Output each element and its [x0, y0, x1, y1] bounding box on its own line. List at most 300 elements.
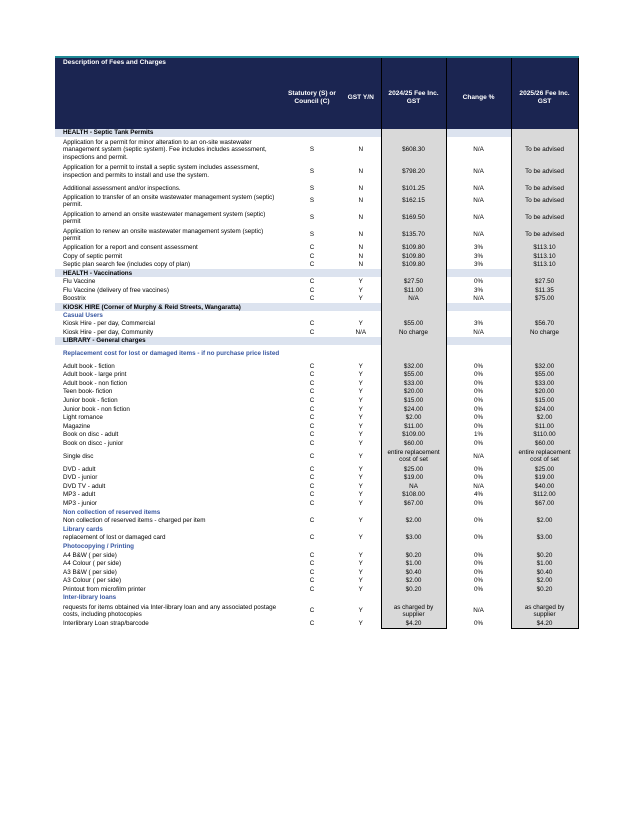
fee-2025-26-value: $75.00 — [511, 295, 578, 304]
table-row — [55, 362, 578, 371]
gst-value: Y — [358, 551, 363, 559]
gst-value: Y — [358, 371, 363, 379]
statutory-value: C — [309, 414, 315, 422]
header-change: Change % — [446, 67, 511, 129]
statutory-value: C — [309, 431, 315, 439]
gst-value: Y — [358, 320, 363, 328]
fee-2024-25-value: $109.80 — [381, 261, 446, 270]
fee-2025-26-value: entire replacement cost of set — [511, 448, 578, 465]
statutory-value: C — [309, 482, 315, 490]
fee-2025-26-value: $55.00 — [511, 371, 578, 380]
change-cell — [446, 269, 511, 277]
table-row — [55, 137, 578, 163]
fee-description: DVD - adult — [63, 465, 96, 473]
fee-2024-25-value: $4.20 — [381, 619, 446, 628]
statutory-value: C — [309, 465, 315, 473]
fee-2025-26-value: $40.00 — [511, 482, 578, 491]
fee-2024-25-value: $169.50 — [381, 210, 446, 227]
fee-description: Kiosk Hire - per day, Commercial — [63, 320, 155, 328]
change-cell — [446, 542, 511, 551]
section-heading-row — [55, 269, 578, 277]
table-row — [55, 577, 578, 586]
subsection-heading: Casual Users — [63, 311, 103, 319]
change-value: N/A — [473, 295, 484, 303]
change-value: 0% — [473, 439, 484, 447]
fee-description: DVD - junior — [63, 474, 98, 482]
subsection-heading-row — [55, 542, 578, 551]
statutory-value: C — [309, 620, 315, 628]
statutory-value: S — [309, 231, 315, 239]
fee-2024-25-value: $32.00 — [381, 362, 446, 371]
change-value: 0% — [473, 585, 484, 593]
statutory-value: C — [309, 551, 315, 559]
table-row — [55, 405, 578, 414]
fee-description: Book on discc - junior — [63, 439, 124, 447]
table-row — [55, 184, 578, 193]
fee-2024-25-value: $109.80 — [381, 244, 446, 253]
statutory-value: C — [309, 320, 315, 328]
section-heading: HEALTH - Septic Tank Permits — [55, 129, 381, 137]
statutory-value: C — [309, 474, 315, 482]
section-heading-row — [55, 129, 578, 137]
header-gst: GST Y/N — [341, 67, 381, 129]
fee-2025-26-value: $27.50 — [511, 277, 578, 286]
fee-2024-25-value: N/A — [381, 295, 446, 304]
change-cell — [446, 129, 511, 137]
gst-value: Y — [358, 482, 363, 490]
table-row — [55, 379, 578, 388]
gst-value: Y — [358, 585, 363, 593]
fee-2024-25-cell — [381, 129, 446, 137]
change-value: N/A — [473, 329, 484, 337]
fee-description: Interlibrary Loan strap/barcode — [63, 620, 149, 628]
change-cell — [446, 525, 511, 534]
fee-2025-26-value: $0.20 — [511, 551, 578, 560]
fee-2024-25-cell — [381, 345, 446, 362]
fee-2024-25-cell — [381, 594, 446, 603]
statutory-value: S — [309, 184, 315, 192]
fee-description: Adult book - fiction — [63, 362, 115, 370]
gst-value: Y — [358, 474, 363, 482]
statutory-value: C — [309, 491, 315, 499]
statutory-value: C — [309, 568, 315, 576]
subsection-heading-row — [55, 311, 578, 320]
fee-2025-26-value: $32.00 — [511, 362, 578, 371]
statutory-value: C — [309, 286, 315, 294]
fee-2025-26-value: To be advised — [511, 184, 578, 193]
fee-2024-25-value: $33.00 — [381, 379, 446, 388]
gst-value: N — [358, 252, 364, 260]
fee-2024-25-value: $55.00 — [381, 320, 446, 329]
change-value: 0% — [473, 379, 484, 387]
fee-2024-25-value: $24.00 — [381, 405, 446, 414]
subsection-heading: Photocopying / Printing — [63, 542, 135, 550]
change-cell — [446, 508, 511, 517]
fee-2024-25-value: $27.50 — [381, 277, 446, 286]
statutory-value: C — [309, 388, 315, 396]
fee-2024-25-value: $3.00 — [381, 534, 446, 543]
section-heading: KIOSK HIRE (Corner of Murphy & Reid Streets, Wangaratta) — [55, 303, 381, 311]
change-value: 0% — [473, 405, 484, 413]
gst-value: Y — [358, 568, 363, 576]
fee-description: DVD TV - adult — [63, 482, 106, 490]
fee-2025-26-value: as charged by supplier — [511, 602, 578, 619]
fee-description: Application for a report and consent assessment — [63, 244, 198, 252]
gst-value: Y — [358, 397, 363, 404]
fee-2024-25-value: $101.25 — [381, 184, 446, 193]
section-heading-row — [55, 303, 578, 311]
fee-description: Adult book - large print — [63, 371, 127, 379]
fee-2024-25-value: $20.00 — [381, 388, 446, 397]
table-row — [55, 448, 578, 465]
fee-2025-26-cell — [511, 542, 578, 551]
change-value: N/A — [473, 607, 484, 615]
table-row — [55, 439, 578, 448]
table-row — [55, 371, 578, 380]
statutory-value: C — [309, 499, 315, 507]
statutory-value: C — [309, 244, 315, 252]
fee-description: requests for items obtained via Inter-library loan and any associated postage costs, including photocopies — [63, 603, 277, 618]
fee-2025-26-cell — [511, 269, 578, 277]
fee-2025-26-value: $33.00 — [511, 379, 578, 388]
fee-description: Kiosk Hire - per day, Community — [63, 329, 154, 337]
table-row — [55, 227, 578, 244]
fee-2024-25-cell — [381, 311, 446, 320]
statutory-value: C — [309, 422, 315, 430]
table-row — [55, 252, 578, 261]
statutory-value: C — [309, 560, 315, 568]
fee-2025-26-value: $1.00 — [511, 559, 578, 568]
subsection-heading-row — [55, 594, 578, 603]
fee-2025-26-value: $15.00 — [511, 396, 578, 405]
gst-value: Y — [358, 560, 363, 568]
gst-value: N — [358, 214, 364, 222]
fee-2024-25-value: $162.15 — [381, 193, 446, 210]
gst-value: N — [358, 146, 364, 154]
statutory-value: C — [309, 607, 315, 615]
gst-value: Y — [358, 452, 363, 460]
statutory-value: C — [309, 362, 315, 370]
gst-value: N — [358, 244, 364, 252]
fee-description: Application to transfer of an onsite wastewater management system (septic) permit. — [63, 193, 275, 209]
change-value: 0% — [473, 474, 484, 482]
fee-2024-25-value: $15.00 — [381, 396, 446, 405]
gst-value: Y — [358, 388, 363, 396]
fee-2025-26-value: To be advised — [511, 227, 578, 244]
change-value: 4% — [473, 491, 484, 499]
fee-2025-26-value: To be advised — [511, 137, 578, 163]
fee-2024-25-value: $55.00 — [381, 371, 446, 380]
fee-2024-25-value: $0.20 — [381, 551, 446, 560]
change-cell — [446, 345, 511, 362]
change-value: 0% — [473, 388, 484, 396]
header-statutory: Statutory (S) or Council (C) — [283, 67, 341, 129]
fee-2024-25-value: $109.00 — [381, 431, 446, 440]
table-row — [55, 534, 578, 543]
change-value: 0% — [473, 499, 484, 507]
fee-2025-26-value: $56.70 — [511, 320, 578, 329]
fee-2024-25-value: $1.00 — [381, 559, 446, 568]
fee-2025-26-cell — [511, 594, 578, 603]
fee-2025-26-cell — [511, 129, 578, 137]
change-value: 0% — [473, 397, 484, 404]
fee-2025-26-value: To be advised — [511, 210, 578, 227]
gst-value: Y — [358, 517, 363, 525]
gst-value: N — [358, 197, 364, 205]
table-header — [55, 57, 578, 129]
gst-value: N — [358, 167, 364, 175]
fee-2024-25-value: $109.80 — [381, 252, 446, 261]
change-cell — [446, 303, 511, 311]
fee-description: Non collection of reserved items - charged per item — [63, 517, 206, 525]
fee-description: Additional assessment and/or inspections. — [63, 184, 181, 192]
fee-2024-25-cell — [381, 525, 446, 534]
change-value: N/A — [473, 167, 484, 175]
fee-2025-26-value: $2.00 — [511, 577, 578, 586]
table-row — [55, 328, 578, 337]
table-row — [55, 396, 578, 405]
table-row — [55, 261, 578, 270]
subsection-heading-row — [55, 508, 578, 517]
fee-2024-25-value: $2.00 — [381, 516, 446, 525]
fee-2024-25-value: $0.20 — [381, 585, 446, 594]
change-value: 3% — [473, 244, 484, 252]
fee-description: Application for a permit for minor alteration to an on-site wastewater management system (septic system). Fee includes includes assessment, inspections and permit. — [63, 139, 267, 161]
fee-description: MP3 - junior — [63, 499, 97, 507]
fee-2025-26-cell — [511, 508, 578, 517]
fee-2024-25-value: $19.00 — [381, 473, 446, 482]
fee-2024-25-value: $798.20 — [381, 163, 446, 180]
table-row — [55, 431, 578, 440]
statutory-value: C — [309, 295, 315, 303]
statutory-value: C — [309, 329, 315, 337]
change-value: 0% — [473, 568, 484, 576]
gst-value: N — [358, 184, 364, 192]
change-cell — [446, 311, 511, 320]
fee-2025-26-value: $110.00 — [511, 431, 578, 440]
fee-2024-25-value: $60.00 — [381, 439, 446, 448]
fee-2025-26-value: $67.00 — [511, 499, 578, 508]
statutory-value: C — [309, 397, 315, 404]
fee-2024-25-value: No charge — [381, 328, 446, 337]
fee-2025-26-value: $24.00 — [511, 405, 578, 414]
table-row — [55, 482, 578, 491]
fee-2024-25-value: $11.00 — [381, 422, 446, 431]
fee-description: A3 Colour ( per side) — [63, 577, 122, 585]
fee-2024-25-cell — [381, 542, 446, 551]
gst-value: Y — [358, 422, 363, 430]
fee-2024-25-value: $608.30 — [381, 137, 446, 163]
gst-value: Y — [358, 491, 363, 499]
change-value: N/A — [473, 146, 484, 154]
fee-2025-26-value: $19.00 — [511, 473, 578, 482]
gst-value: Y — [358, 577, 363, 585]
table-row — [55, 465, 578, 474]
statutory-value: S — [309, 146, 315, 154]
fee-2025-26-value: $3.00 — [511, 534, 578, 543]
fee-description: Magazine — [63, 422, 91, 430]
table-row — [55, 210, 578, 227]
change-value: 0% — [473, 577, 484, 585]
fee-2025-26-value: $25.00 — [511, 465, 578, 474]
change-value: N/A — [473, 482, 484, 490]
table-row — [55, 388, 578, 397]
table-row — [55, 277, 578, 286]
fee-2025-26-cell — [511, 303, 578, 311]
table-row — [55, 499, 578, 508]
fee-description: Printout from microfilm printer — [63, 585, 146, 593]
fee-description: replacement of lost or damaged card — [63, 534, 166, 542]
change-value: 0% — [473, 560, 484, 568]
fee-2025-26-value: To be advised — [511, 193, 578, 210]
table-row — [55, 585, 578, 594]
fee-description: Septic plan search fee (includes copy of plan) — [63, 261, 191, 269]
fee-2025-26-cell — [511, 345, 578, 362]
fee-description: Light romance — [63, 414, 103, 422]
fee-2025-26-value: $60.00 — [511, 439, 578, 448]
change-value: 0% — [473, 362, 484, 370]
fee-2024-25-cell — [381, 337, 446, 345]
fee-description: MP3 - adult — [63, 491, 96, 499]
table-row — [55, 619, 578, 628]
subsection-heading: Library cards — [63, 525, 103, 533]
table-row — [55, 295, 578, 304]
subsection-heading-row — [55, 525, 578, 534]
gst-value: Y — [358, 465, 363, 473]
fee-2025-26-cell — [511, 337, 578, 345]
statutory-value: C — [309, 261, 315, 269]
fee-description: Junior book - fiction — [63, 397, 118, 404]
statutory-value: C — [309, 379, 315, 387]
change-cell — [446, 594, 511, 603]
gst-value: N — [358, 261, 364, 269]
statutory-value: C — [309, 452, 315, 460]
statutory-value: C — [309, 405, 315, 413]
fee-description: Flu Vaccine — [63, 278, 96, 286]
change-value: 0% — [473, 414, 484, 422]
fee-2024-25-cell — [381, 508, 446, 517]
table-row — [55, 491, 578, 500]
fee-2024-25-value: $25.00 — [381, 465, 446, 474]
fee-description: A4 B&W ( per side) — [63, 551, 117, 559]
fee-description: A3 B&W ( per side) — [63, 568, 117, 576]
gst-value: Y — [358, 286, 363, 294]
subsection-heading: Non collection of reserved items — [63, 508, 161, 516]
change-value: 3% — [473, 252, 484, 260]
fee-2024-25-value: $108.00 — [381, 491, 446, 500]
gst-value: N — [358, 231, 364, 239]
gst-value: Y — [358, 405, 363, 413]
fee-2025-26-value: $112.00 — [511, 491, 578, 500]
fee-description: Boostrix — [63, 295, 86, 303]
fee-2024-25-value: $11.00 — [381, 286, 446, 295]
table-row — [55, 473, 578, 482]
table-row — [55, 559, 578, 568]
fee-2025-26-value: To be advised — [511, 163, 578, 180]
gst-value: Y — [358, 362, 363, 370]
fee-2024-25-cell — [381, 303, 446, 311]
fee-2025-26-cell — [511, 525, 578, 534]
fee-description: Application for a permit to install a septic system includes assessment, inspection and permits to install and use the system. — [63, 164, 260, 179]
fee-description: Flu Vaccine (delivery of free vaccines) — [63, 286, 169, 294]
section-heading: HEALTH - Vaccinations — [55, 269, 381, 277]
change-value: 0% — [473, 422, 484, 430]
table-row — [55, 414, 578, 423]
statutory-value: C — [309, 517, 315, 525]
gst-value: Y — [358, 499, 363, 507]
gst-value: Y — [358, 295, 363, 303]
header-fee-2024-25: 2024/25 Fee Inc. GST — [381, 67, 446, 129]
change-value: 1% — [473, 431, 484, 439]
gst-value: N/A — [355, 329, 367, 337]
gst-value: Y — [358, 414, 363, 422]
fee-2025-26-value: $0.20 — [511, 585, 578, 594]
fee-2025-26-value: $113.10 — [511, 261, 578, 270]
fee-description: A4 Colour ( per side) — [63, 560, 122, 568]
table-row — [55, 163, 578, 180]
table-row — [55, 422, 578, 431]
statutory-value: S — [309, 167, 315, 175]
change-value: N/A — [473, 452, 484, 460]
gst-value: Y — [358, 278, 363, 286]
fees-document — [55, 56, 578, 629]
subsection-heading: Inter-library loans — [63, 594, 117, 602]
statutory-value: C — [309, 585, 315, 593]
subsection-heading: Replacement cost for lost or damaged items - if no purchase price listed — [63, 349, 280, 357]
change-value: N/A — [473, 184, 484, 192]
table-row — [55, 551, 578, 560]
change-value: 0% — [473, 465, 484, 473]
change-value: 3% — [473, 261, 484, 269]
fee-2025-26-value: $11.35 — [511, 286, 578, 295]
change-value: N/A — [473, 231, 484, 239]
fees-table — [55, 56, 579, 629]
table-row — [55, 244, 578, 253]
table-row — [55, 516, 578, 525]
change-value: N/A — [473, 214, 484, 222]
change-value: 0% — [473, 620, 484, 628]
statutory-value: S — [309, 197, 315, 205]
statutory-value: C — [309, 371, 315, 379]
table-row — [55, 602, 578, 619]
fee-description: Book on disc - adult — [63, 431, 119, 439]
fee-description: Junior book - non fiction — [63, 405, 130, 413]
change-value: 0% — [473, 551, 484, 559]
gst-value: Y — [358, 431, 363, 439]
fee-2025-26-value: $4.20 — [511, 619, 578, 628]
statutory-value: C — [309, 252, 315, 260]
gst-value: Y — [358, 620, 363, 628]
fee-2024-25-value: $67.00 — [381, 499, 446, 508]
fee-2025-26-value: $113.10 — [511, 244, 578, 253]
change-value: 0% — [473, 371, 484, 379]
fee-2024-25-value: $0.40 — [381, 568, 446, 577]
change-value: 0% — [473, 534, 484, 542]
table-title: Description of Fees and Charges — [55, 57, 381, 67]
fee-description: Copy of septic permit — [63, 252, 123, 260]
fee-2025-26-value: No charge — [511, 328, 578, 337]
change-value: 3% — [473, 320, 484, 328]
fee-2025-26-value: $0.40 — [511, 568, 578, 577]
change-value: 3% — [473, 286, 484, 294]
table-row — [55, 286, 578, 295]
table-row — [55, 320, 578, 329]
header-fee-2025-26: 2025/26 Fee Inc. GST — [511, 67, 578, 129]
change-value: N/A — [473, 197, 484, 205]
gst-value: Y — [358, 379, 363, 387]
gst-value: Y — [358, 439, 363, 447]
statutory-value: C — [309, 278, 315, 286]
